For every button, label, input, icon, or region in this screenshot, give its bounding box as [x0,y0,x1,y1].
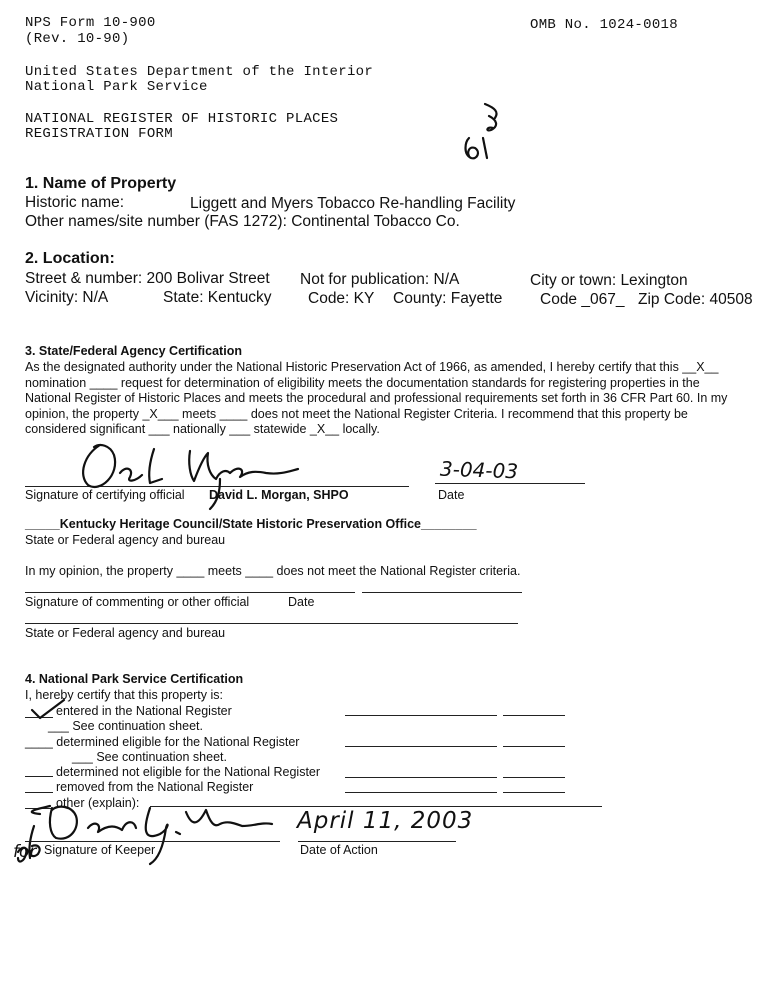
removed-date-line [503,792,565,793]
keeper-signature-label: Signature of Keeper [44,843,156,857]
county-code: Code _067_ [540,291,625,308]
agency-label: State or Federal agency and bureau [25,533,226,547]
agency-name: _____Kentucky Heritage Council/State Historic Preservation Office________ [25,517,477,531]
state-code: Code: KY [308,290,375,307]
see-continuation-2: ___ See continuation sheet. [72,750,227,764]
other-names: Other names/site number (FAS 1272): Continental Tobacco Co. [25,213,460,230]
commenting-signature-label: Signature of commenting or other official [25,595,250,609]
certification-paragraph: As the designated authority under the National Historic Preservation Act of 1966, as amended, I hereby certify that this __X__ nomination ____ request for determination of eligibility meets the documentation standards for registering properties in the National Register of Historic Places and meets the procedural and professional requirements set forth in 36 CFR Part 60. In my opinion, the property _X___ meets ____ does not meet the National Register Criteria. I recommend that this property be considered significant ___ nationally ___ statewide _X__ locally. [25,360,728,437]
date-of-action-label: Date of Action [300,843,378,857]
other-option: other (explain): [56,796,140,810]
eligible-option: ____ determined eligible for the National Register [25,735,300,749]
form-revision: (Rev. 10-90) [25,31,130,47]
margin-note-handwriting [455,98,515,168]
for-handwritten-note: for [13,842,37,862]
omb-number: OMB No. 1024-0018 [530,17,678,33]
removed-option: removed from the National Register [56,780,254,794]
section-1-heading: 1. Name of Property [25,175,177,192]
removed-check-line [25,792,53,793]
see-continuation-1: ___ See continuation sheet. [48,719,203,733]
date-of-action-handwriting: April 11, 2003 [297,808,474,834]
vicinity: Vicinity: N/A [25,289,109,306]
agency-label-2: State or Federal agency and bureau [25,626,226,640]
agency-line-2 [25,623,518,624]
eligible-sig-line [345,746,497,747]
commenting-date-label: Date [288,595,315,609]
not-eligible-check-line [25,776,53,777]
zip-code: Zip Code: 40508 [638,291,753,308]
certifying-signature-label: Signature of certifying official [25,488,185,502]
entered-option: entered in the National Register [56,704,232,718]
certifying-date-label: Date [438,488,465,502]
opinion-line: In my opinion, the property ____ meets ____ does not meet the National Register criteria. [25,564,521,578]
county: County: Fayette [393,290,503,307]
not-eligible-option: determined not eligible for the National Register [56,765,321,779]
section-2-heading: 2. Location: [25,250,115,267]
commenting-signature-line [25,592,355,593]
street-number: Street & number: 200 Bolivar Street [25,270,270,287]
keeper-signature-handwriting [10,798,295,878]
department-name: United States Department of the Interior [25,64,374,80]
form-number: NPS Form 10-900 [25,15,156,31]
official-name: David L. Morgan, SHPO [209,488,349,502]
keeper-intro: I, hereby certify that this property is: [25,688,223,702]
historic-name-label: Historic name: [25,194,125,211]
entered-sig-line [345,715,497,716]
certifying-date-handwriting: 3-04-03 [439,456,519,484]
certifying-date-line [435,483,585,484]
date-of-action-line [298,841,456,842]
not-for-publication: Not for publication: N/A [300,271,460,288]
eligible-date-line [503,746,565,747]
section-4-heading: 4. National Park Service Certification [25,672,244,686]
removed-sig-line [345,792,497,793]
entered-date-line [503,715,565,716]
historic-name-value: Liggett and Myers Tobacco Re-handling Facility [190,195,516,212]
certifying-signature-handwriting [70,435,310,515]
state: State: Kentucky [163,289,272,306]
form-title: NATIONAL REGISTER OF HISTORIC PLACES [25,111,339,127]
not-eligible-sig-line [345,777,497,778]
service-name: National Park Service [25,79,208,95]
city-town: City or town: Lexington [530,272,688,289]
keeper-signature-line [25,841,280,842]
commenting-date-line [362,592,522,593]
section-3-heading: 3. State/Federal Agency Certification [25,344,242,358]
not-eligible-date-line [503,777,565,778]
form-subtitle: REGISTRATION FORM [25,126,173,142]
